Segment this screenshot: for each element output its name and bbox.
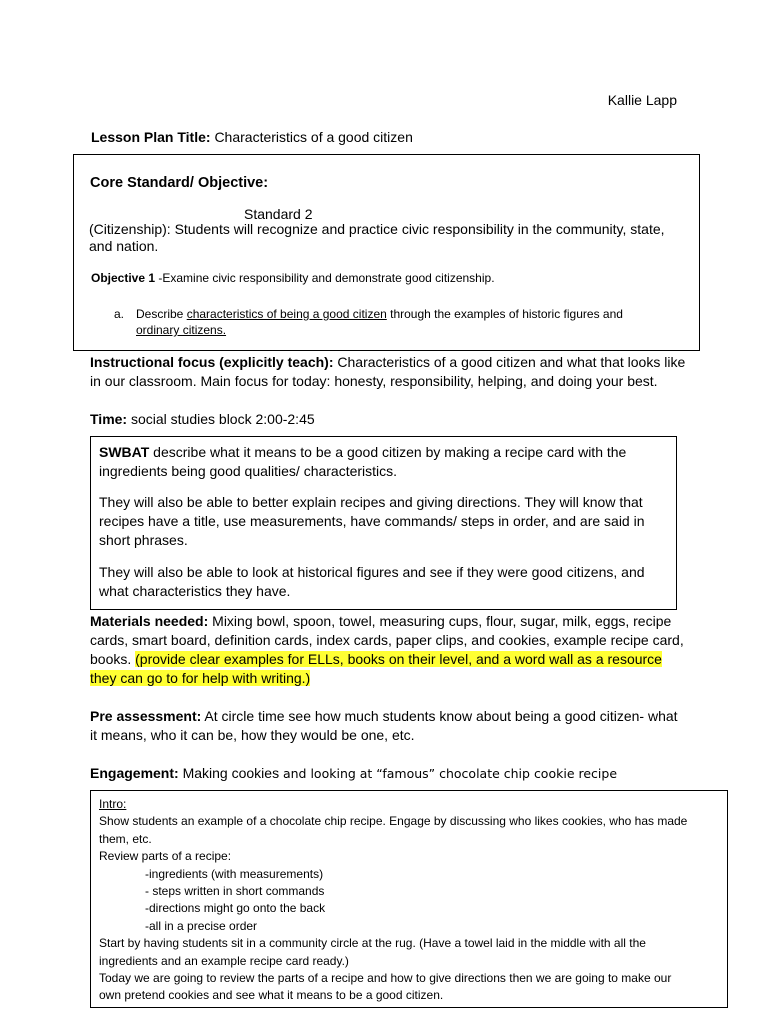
intro-line: Show students an example of a chocolate chip recipe. Engage by discussing who likes cookies, who has made	[99, 814, 688, 829]
intro-list-item: -all in a precise order	[145, 918, 258, 933]
engagement-text-b: and looking at “famous” chocolate chip cookie recipe	[282, 766, 618, 781]
intro-list-item: - steps written in short commands	[145, 884, 325, 899]
intro-content	[99, 796, 687, 1005]
swbat-paragraph-2	[99, 493, 645, 550]
intro-line: ingredients and an example recipe card ready.)	[99, 953, 349, 968]
swbat-p2-line-1: They will also be able to better explain recipes and giving directions. They will know that	[99, 494, 643, 510]
item-line-2: ordinary citizens.	[136, 323, 227, 337]
swbat-box	[90, 436, 677, 610]
citizenship-line-1: (Citizenship): Students will recognize and practice civic responsibility in the community, state,	[89, 221, 665, 237]
swbat-label: SWBAT	[99, 444, 150, 460]
materials-line-1: Mixing bowl, spoon, towel, measuring cups, flour, sugar, milk, eggs, recipe	[208, 613, 672, 629]
citizenship-text	[89, 221, 665, 255]
citizenship-line-2: and nation.	[89, 238, 159, 254]
swbat-p2-line-2: recipes have a title, use measurements, have commands/ steps in order, and are said in	[99, 513, 645, 529]
standard-number: Standard 2	[244, 206, 313, 222]
intro-heading: Intro:	[99, 797, 127, 811]
item-post: through the examples of historic figures and	[386, 307, 623, 321]
swbat-p1-line-1: describe what it means to be a good citizen by making a recipe card with the	[149, 444, 627, 460]
engagement-label: Engagement:	[90, 765, 179, 781]
objective-label: Objective 1	[91, 271, 156, 285]
materials-line-2: cards, smart board, definition cards, index cards, paper clips, and cookies, example recipe card,	[90, 632, 684, 648]
engagement-text-a: Making cookies	[178, 765, 283, 781]
time-line	[90, 410, 315, 429]
objective-item-marker: a.	[114, 307, 125, 321]
pre-assessment	[90, 707, 678, 745]
intro-list-item: -ingredients (with measurements)	[145, 866, 324, 881]
objective-text: -Examine civic responsibility and demonstrate good citizenship.	[155, 271, 495, 285]
intro-line: Review parts of a recipe:	[99, 849, 232, 864]
focus-text-1: Characteristics of a good citizen and what that looks like	[333, 354, 686, 370]
item-pre: Describe	[136, 307, 187, 321]
materials-label: Materials needed:	[90, 613, 209, 629]
pre-line-1: At circle time see how much students know about being a good citizen- what	[201, 708, 678, 724]
intro-box	[90, 790, 728, 1008]
core-heading: Core Standard/ Objective:	[90, 175, 269, 191]
swbat-p2-line-3: short phrases.	[99, 532, 188, 548]
intro-line: Start by having students sit in a community circle at the rug. (Have a towel laid in the middle with all the	[99, 936, 646, 951]
intro-line: them, etc.	[99, 831, 152, 846]
pre-line-2: it means, who it can be, how they would be one, etc.	[90, 727, 415, 743]
swbat-p1-line-2: ingredients being good qualities/ characteristics.	[99, 463, 398, 479]
objective-item	[136, 306, 696, 338]
intro-line: own pretend cookies and see what it means to be a good citizen.	[99, 988, 444, 1003]
focus-text-2: in our classroom. Main focus for today: honesty, responsibility, helping, and doing your best.	[90, 373, 658, 389]
lesson-plan-title	[91, 128, 413, 147]
materials-highlight-1: (provide clear examples for ELLs, books on their level, and a word wall as a resource	[135, 651, 662, 667]
objective-line	[91, 270, 495, 286]
instructional-focus	[90, 353, 685, 391]
materials-line-3: books.	[90, 651, 136, 667]
item-underlined: characteristics of being a good citizen	[186, 307, 387, 321]
pre-label: Pre assessment:	[90, 708, 202, 724]
title-value: Characteristics of a good citizen	[214, 129, 413, 145]
time-value: social studies block 2:00-2:45	[127, 411, 315, 427]
focus-label: Instructional focus (explicitly teach):	[90, 354, 334, 370]
materials-needed	[90, 612, 684, 688]
time-label: Time:	[90, 411, 128, 427]
materials-highlight-2: they can go to for help with writing.)	[90, 670, 311, 686]
engagement	[90, 764, 617, 783]
title-label: Lesson Plan Title:	[91, 129, 211, 145]
intro-line: Today we are going to review the parts of a recipe and how to give directions then we are going to make our	[99, 971, 672, 986]
author-name: Kallie Lapp	[607, 92, 677, 108]
swbat-paragraph-3	[99, 563, 645, 601]
swbat-p3-line-1: They will also be able to look at historical figures and see if they were good citizens, and	[99, 564, 645, 580]
core-standard-box	[73, 154, 700, 351]
swbat-paragraph-1	[99, 443, 626, 481]
swbat-p3-line-2: what characteristics they have.	[99, 583, 291, 599]
intro-list-item: -directions might go onto the back	[145, 901, 326, 916]
